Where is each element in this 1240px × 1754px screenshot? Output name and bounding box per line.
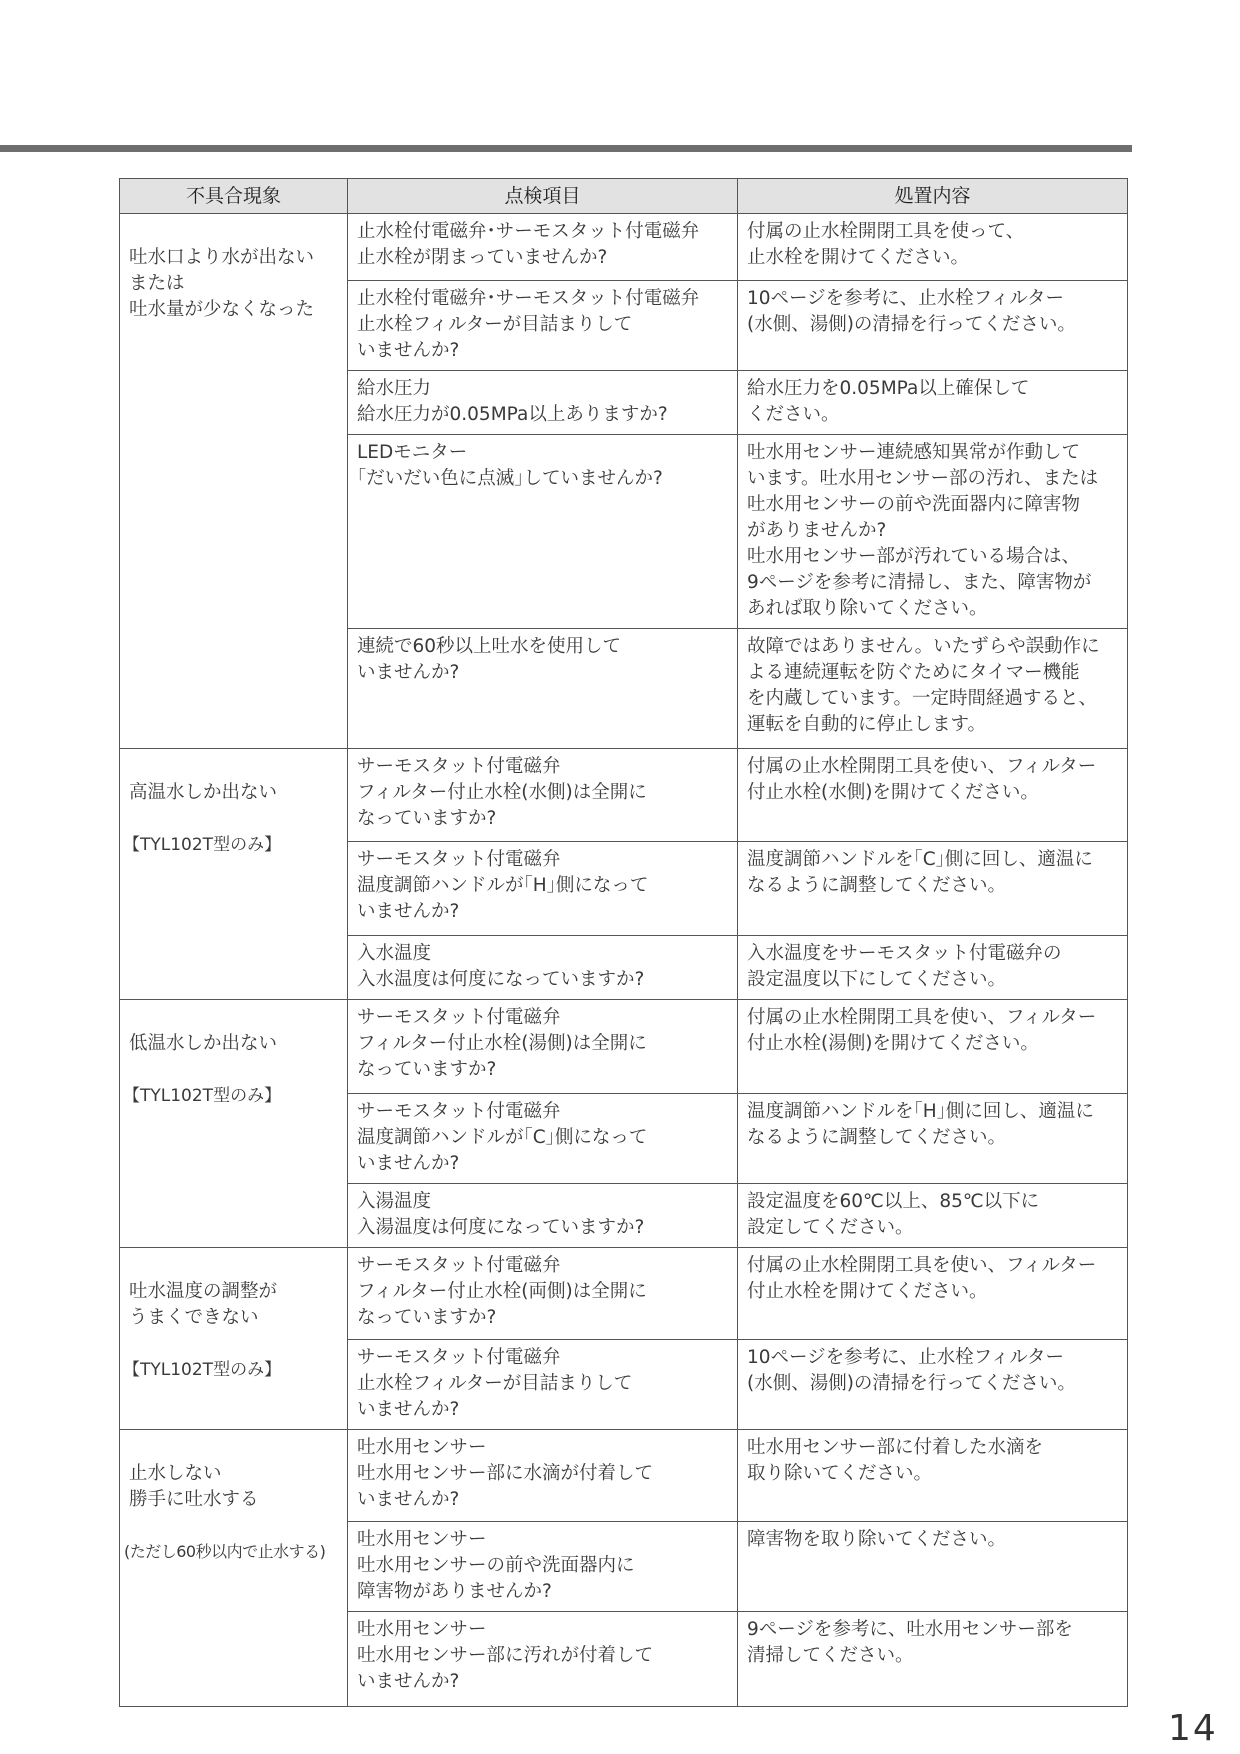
remedy-cell: 吐水用センサー連続感知異常が作動して います。吐水用センサー部の汚れ、または 吐水用センサーの前や洗面器内に障害物 がありませんか? 吐水用センサー部が汚れている場合は、 9ページを参考に清掃し、また、障害物が あれば取り除いてください。 <box>738 435 1128 629</box>
symptom-note: (ただし60秒以内で止水する) <box>124 1542 326 1561</box>
symptom-text: 吐水温度の調整が うまくできない <box>129 1281 278 1328</box>
remedy-cell: 温度調節ハンドルを｢H｣側に回し、適温に なるように調整してください。 <box>738 1094 1128 1184</box>
remedy-cell: 付属の止水栓開閉工具を使い、フィルター 付止水栓を開けてください。 <box>738 1248 1128 1340</box>
remedy-cell: 入水温度をサーモスタット付電磁弁の 設定温度以下にしてください。 <box>738 936 1128 1000</box>
table-header-row <box>120 179 1128 214</box>
table-row <box>120 214 1128 281</box>
check-cell: 連続で60秒以上吐水を使用して いませんか? <box>348 629 738 749</box>
symptom-cell <box>120 1000 348 1248</box>
symptom-text: 高温水しか出ない <box>129 782 278 803</box>
check-cell: 止水栓付電磁弁･サーモスタット付電磁弁 止水栓が閉まっていませんか? <box>348 214 738 281</box>
check-cell: 吐水用センサー 吐水用センサーの前や洗面器内に 障害物がありませんか? <box>348 1522 738 1612</box>
symptom-text: 吐水口より水が出ない または 吐水量が少なくなった <box>129 247 315 320</box>
table-row <box>120 1248 1128 1340</box>
header-remedy: 処置内容 <box>738 179 1128 214</box>
remedy-cell: 温度調節ハンドルを｢C｣側に回し、適温に なるように調整してください。 <box>738 842 1128 936</box>
model-note: 【TYL102T型のみ】 <box>123 1360 282 1380</box>
remedy-cell: 9ページを参考に、吐水用センサー部を 清掃してください。 <box>738 1612 1128 1707</box>
model-note: 【TYL102T型のみ】 <box>123 1086 282 1106</box>
remedy-cell: 吐水用センサー部に付着した水滴を 取り除いてください。 <box>738 1430 1128 1522</box>
check-cell: サーモスタット付電磁弁 止水栓フィルターが目詰まりして いませんか? <box>348 1340 738 1430</box>
check-cell: サーモスタット付電磁弁 温度調節ハンドルが｢H｣側になって いませんか? <box>348 842 738 936</box>
remedy-cell: 10ページを参考に、止水栓フィルター (水側、湯側)の清掃を行ってください。 <box>738 1340 1128 1430</box>
check-cell: サーモスタット付電磁弁 フィルター付止水栓(両側)は全開に なっていますか? <box>348 1248 738 1340</box>
header-check-item: 点検項目 <box>348 179 738 214</box>
check-cell: 止水栓付電磁弁･サーモスタット付電磁弁 止水栓フィルターが目詰まりして いませんか? <box>348 281 738 371</box>
page-number: 14 <box>1168 1708 1218 1749</box>
check-cell: 入湯温度 入湯温度は何度になっていますか? <box>348 1184 738 1248</box>
remedy-cell: 設定温度を60℃以上、85℃以下に 設定してください。 <box>738 1184 1128 1248</box>
check-cell: 吐水用センサー 吐水用センサー部に水滴が付着して いませんか? <box>348 1430 738 1522</box>
symptom-cell <box>120 749 348 1000</box>
check-cell: 吐水用センサー 吐水用センサー部に汚れが付着して いませんか? <box>348 1612 738 1707</box>
troubleshooting-table <box>119 178 1128 1707</box>
remedy-cell: 給水圧力を0.05MPa以上確保して ください。 <box>738 371 1128 435</box>
remedy-cell: 障害物を取り除いてください。 <box>738 1522 1128 1612</box>
remedy-cell: 付属の止水栓開閉工具を使い、フィルター 付止水栓(水側)を開けてください。 <box>738 749 1128 842</box>
symptom-text: 低温水しか出ない <box>129 1033 278 1054</box>
table-row <box>120 1000 1128 1094</box>
symptom-text: 止水しない 勝手に吐水する <box>129 1463 259 1510</box>
header-symptom: 不具合現象 <box>120 179 348 214</box>
symptom-cell <box>120 1248 348 1430</box>
check-cell: LEDモニター ｢だいだい色に点滅｣していませんか? <box>348 435 738 629</box>
check-cell: 給水圧力 給水圧力が0.05MPa以上ありますか? <box>348 371 738 435</box>
header-rule <box>0 145 1132 152</box>
check-cell: サーモスタット付電磁弁 フィルター付止水栓(水側)は全開に なっていますか? <box>348 749 738 842</box>
check-cell: サーモスタット付電磁弁 温度調節ハンドルが｢C｣側になって いませんか? <box>348 1094 738 1184</box>
table-row <box>120 1430 1128 1522</box>
symptom-cell <box>120 1430 348 1707</box>
table-row <box>120 749 1128 842</box>
model-note: 【TYL102T型のみ】 <box>123 835 282 855</box>
remedy-cell: 付属の止水栓開閉工具を使い、フィルター 付止水栓(湯側)を開けてください。 <box>738 1000 1128 1094</box>
remedy-cell: 10ページを参考に、止水栓フィルター (水側、湯側)の清掃を行ってください。 <box>738 281 1128 371</box>
remedy-cell: 故障ではありません。いたずらや誤動作に よる連続運転を防ぐためにタイマー機能 を内蔵しています。一定時間経過すると、 運転を自動的に停止します。 <box>738 629 1128 749</box>
check-cell: 入水温度 入水温度は何度になっていますか? <box>348 936 738 1000</box>
symptom-cell <box>120 214 348 749</box>
remedy-cell: 付属の止水栓開閉工具を使って、 止水栓を開けてください。 <box>738 214 1128 281</box>
check-cell: サーモスタット付電磁弁 フィルター付止水栓(湯側)は全開に なっていますか? <box>348 1000 738 1094</box>
